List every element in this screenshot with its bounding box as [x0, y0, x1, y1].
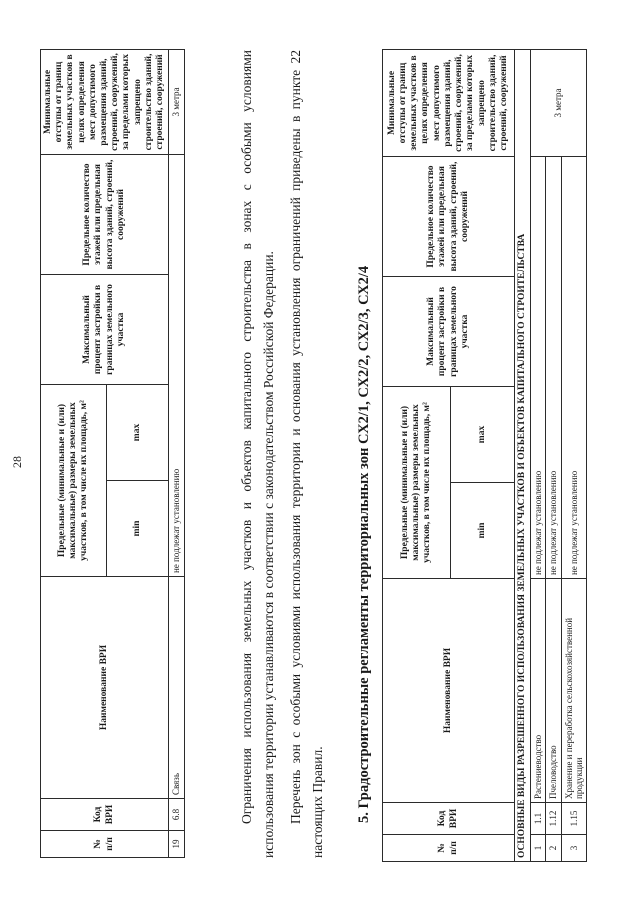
col-header-floors: Предельное количество этажей или предельная высота зданий, строений, сооружений	[383, 157, 515, 277]
cell-value: не подлежат установлению	[169, 155, 184, 577]
table-row	[169, 50, 184, 858]
col-header-min: min	[106, 481, 168, 577]
cell-code: 1.12	[546, 803, 561, 835]
cell-name: Связь	[169, 577, 184, 799]
col-header-max: max	[106, 385, 168, 481]
col-header-num: № п/п	[383, 835, 515, 862]
regulations-table-1	[40, 49, 185, 858]
cell-num: 2	[546, 835, 561, 862]
section-heading: 5. Градостроительные регламенты территориальных зон СХ2/1, СХ2/2, СХ2/3, СХ2/4	[356, 265, 372, 823]
cell-setback: 3 метра	[169, 50, 184, 155]
col-header-name: Наименование ВРИ	[41, 577, 169, 799]
col-header-code: Код ВРИ	[383, 803, 515, 835]
col-header-min: min	[451, 483, 515, 579]
page-number: 28	[10, 456, 24, 468]
paragraph-restrictions: Ограничения использования земельных участков и объектов капитального строительства в зонах с особыми условиями использования территории устанавливаются в соответствии с законодательством Российской Федерации.	[239, 50, 276, 858]
col-header-size: Предельные (минимальные и (или) максимальные) размеры земельных участков, в том числе их площадь, м²	[41, 385, 107, 577]
cell-value: не подлежат установлению	[561, 157, 587, 579]
col-header-setback: Минимальные отступы от границ земельных участков в целях определения мест допустимого размещения зданий, строений, сооружений, за пределами которых запрещено строительство зданий, строений, сооружений	[383, 50, 515, 157]
col-header-percent: Максимальный процент застройки в границах земельного участка	[383, 277, 515, 387]
cell-setback: 3 метра	[530, 50, 586, 157]
cell-code: 1.15	[561, 803, 587, 835]
cell-value: не подлежат установлению	[546, 157, 561, 579]
paragraph-zone-list: Перечень зон с особыми условиями использования территории и основания установления ограничений приведены в пункте 22 настоящих Правил.	[288, 50, 325, 858]
cell-name: Растениеводство	[530, 579, 545, 803]
cell-num: 3	[561, 835, 587, 862]
table-row	[546, 50, 561, 862]
col-header-percent: Максимальный процент застройки в границах земельного участка	[41, 275, 169, 385]
col-header-num: № п/п	[41, 831, 169, 858]
cell-name: Пчеловодство	[546, 579, 561, 803]
regulations-table-2	[382, 49, 587, 862]
cell-name: Хранение и переработка сельскохозяйственной продукции	[561, 579, 587, 803]
section-row-label: ОСНОВНЫЕ ВИДЫ РАЗРЕШЕННОГО ИСПОЛЬЗОВАНИЯ ЗЕМЕЛЬНЫХ УЧАСТКОВ И ОБЪЕКТОВ КАПИТАЛЬНОГО СТРОИТЕЛЬСТВА	[515, 50, 531, 862]
cell-num: 1	[530, 835, 545, 862]
col-header-max: max	[451, 387, 515, 483]
col-header-floors: Предельное количество этажей или предельная высота зданий, строений, сооружений	[41, 155, 169, 275]
cell-num: 19	[169, 831, 184, 858]
col-header-size: Предельные (минимальные и (или) максимальные) размеры земельных участков, в том числе их площадь, м²	[383, 387, 451, 579]
cell-code: 6.8	[169, 799, 184, 831]
cell-code: 1.1	[530, 803, 545, 835]
cell-value: не подлежат установлению	[530, 157, 545, 579]
table-row	[530, 50, 545, 862]
table-row	[561, 50, 587, 862]
col-header-code: Код ВРИ	[41, 799, 169, 831]
col-header-setback: Минимальные отступы от границ земельных участков в целях определения мест допустимого размещения зданий, строений, сооружений, за пределами которых запрещено строительство зданий, строений, сооружений	[41, 50, 169, 155]
col-header-name: Наименование ВРИ	[383, 579, 515, 803]
